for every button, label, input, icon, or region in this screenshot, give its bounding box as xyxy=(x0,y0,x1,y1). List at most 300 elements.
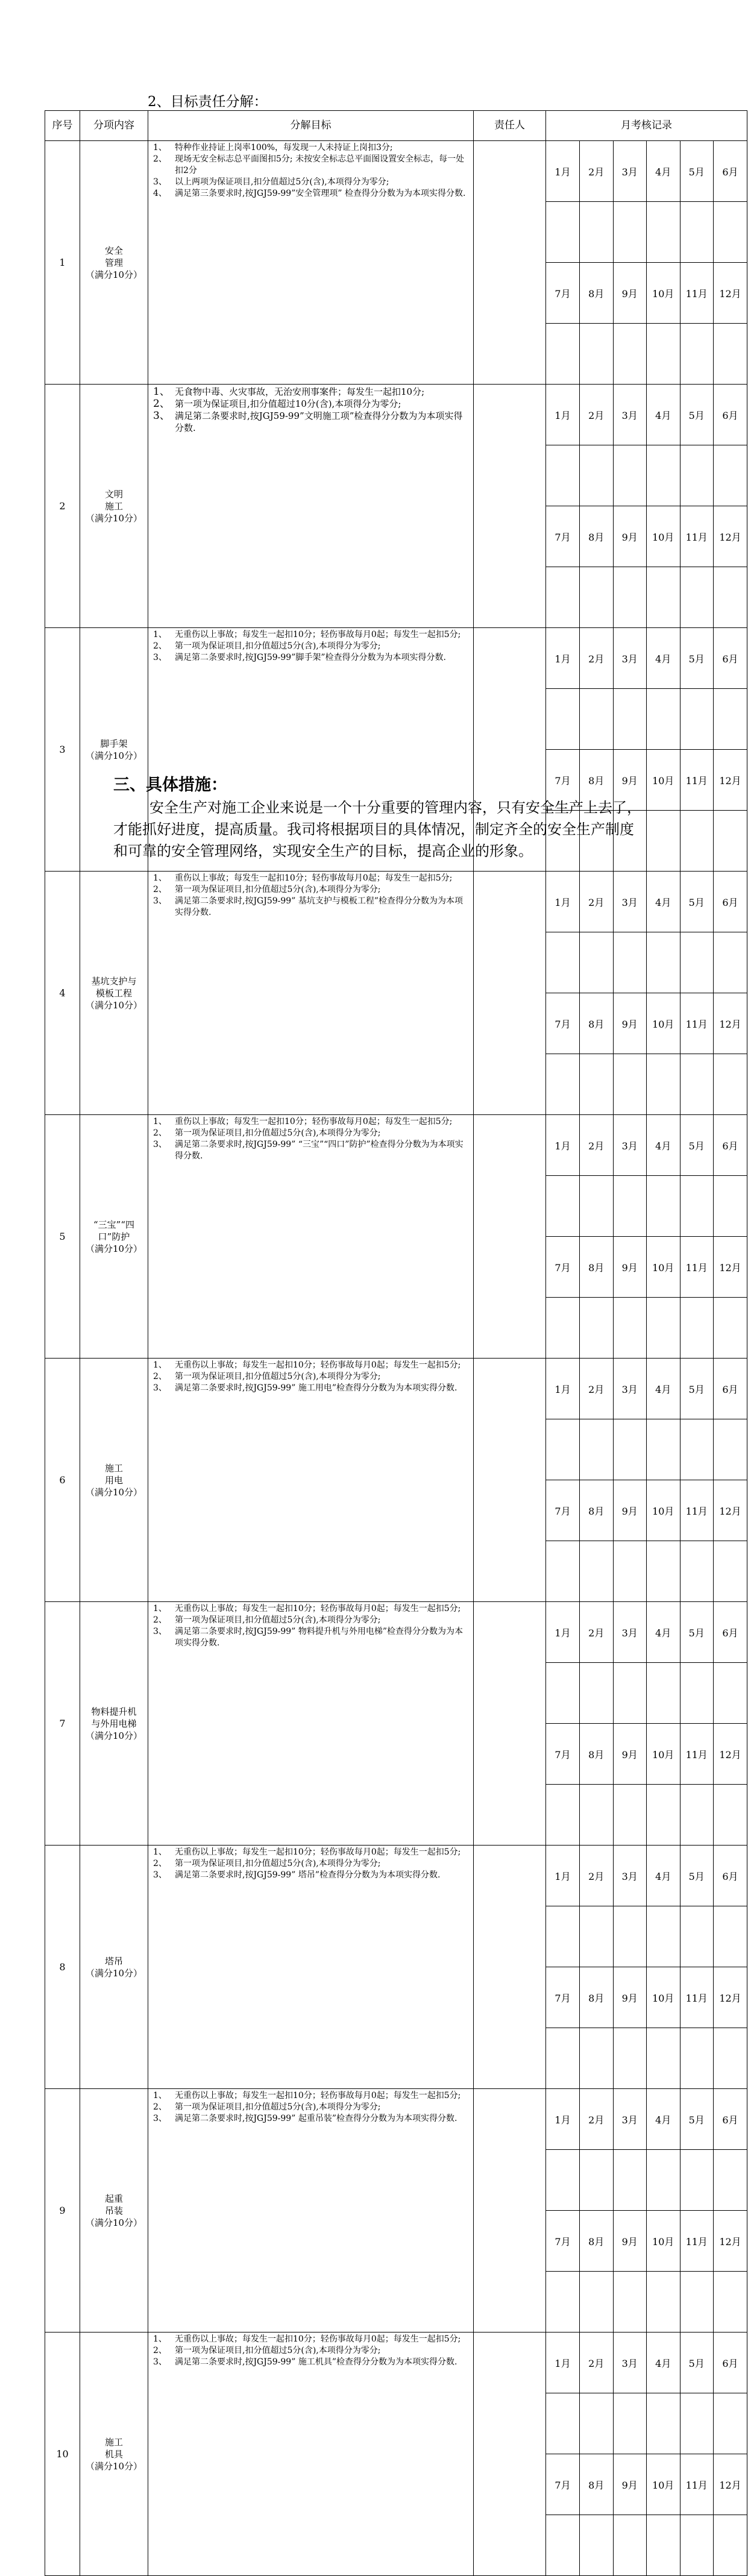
month-label-row xyxy=(546,2333,747,2393)
goal-text: 特种作业持证上岗率100%，每发现一人未持证上岗扣3分; xyxy=(175,143,393,152)
goal-number: 3、 xyxy=(153,1383,167,1393)
month-score-cell[interactable] xyxy=(546,1541,580,1602)
goal-item xyxy=(153,154,470,177)
goal-number: 1、 xyxy=(153,2334,167,2344)
month-score-cell[interactable] xyxy=(647,1298,680,1359)
month-score-cell[interactable] xyxy=(714,2150,747,2211)
goal-text: 以上两项为保证项目,扣分值超过5分(含),本项得分为零分; xyxy=(175,177,389,187)
month-score-cell[interactable] xyxy=(580,445,614,506)
category-line: 用电 xyxy=(104,1474,123,1486)
month-score-cell[interactable] xyxy=(714,1541,747,1602)
month-label-row xyxy=(546,263,747,324)
month-score-cell[interactable] xyxy=(714,1785,747,1846)
month-score-cell[interactable] xyxy=(546,1419,580,1480)
row-responsible-cell[interactable] xyxy=(474,2089,546,2333)
row-index: 3 xyxy=(45,628,80,872)
month-label: 4月 xyxy=(647,2089,680,2150)
month-score-cell[interactable] xyxy=(714,2515,747,2576)
month-score-row xyxy=(546,689,747,750)
month-label: 9月 xyxy=(613,1967,647,2028)
month-score-cell[interactable] xyxy=(647,2028,680,2089)
month-score-cell[interactable] xyxy=(580,2028,614,2089)
month-label: 12月 xyxy=(714,1237,747,1298)
row-goals xyxy=(148,1602,474,1846)
table-body xyxy=(45,141,747,2576)
table-header-row xyxy=(45,111,747,141)
row-index: 1 xyxy=(45,141,80,385)
month-score-cell[interactable] xyxy=(580,1176,614,1237)
month-label: 4月 xyxy=(647,385,680,445)
month-score-row xyxy=(546,445,747,506)
goal-number: 1、 xyxy=(153,386,170,398)
category-line: 脚手架 xyxy=(100,738,128,749)
category-line: （满分10分） xyxy=(85,512,143,524)
table-row xyxy=(45,872,747,1115)
category-line: （满分10分） xyxy=(85,1967,143,1979)
row-category xyxy=(80,2089,148,2333)
goal-item xyxy=(153,2345,470,2357)
month-score-cell[interactable] xyxy=(714,811,747,872)
category-line: （满分10分） xyxy=(85,2217,143,2228)
month-label: 12月 xyxy=(714,1480,747,1541)
month-score-cell[interactable] xyxy=(613,324,647,385)
month-score-row xyxy=(546,202,747,263)
month-score-cell[interactable] xyxy=(613,1298,647,1359)
goal-text: 满足第二条要求时,按JGJ59-99” 施工机具”检查得分分数为为本项实得分数. xyxy=(175,2357,457,2367)
month-label: 2月 xyxy=(580,1115,614,1176)
month-label: 1月 xyxy=(546,1359,580,1419)
category-line: 机具 xyxy=(104,2448,123,2460)
month-label-row xyxy=(546,1480,747,1541)
month-score-cell[interactable] xyxy=(647,1054,680,1115)
category-line: 安全 xyxy=(104,245,123,256)
header-record: 月考核记录 xyxy=(546,111,747,141)
month-score-cell[interactable] xyxy=(647,1906,680,1967)
category-line: 基坑支护与 xyxy=(91,975,137,987)
month-label: 7月 xyxy=(546,2211,580,2272)
month-score-cell[interactable] xyxy=(680,1054,714,1115)
month-score-cell[interactable] xyxy=(647,932,680,993)
month-score-cell[interactable] xyxy=(680,202,714,263)
month-label: 2月 xyxy=(580,1602,614,1663)
month-score-cell[interactable] xyxy=(546,2515,580,2576)
month-score-cell[interactable] xyxy=(680,1176,714,1237)
month-score-cell[interactable] xyxy=(647,2272,680,2333)
goal-text: 满足第二条要求时,按JGJ59-99” 物料提升机与外用电梯”检查得分分数为为本项实得分数. xyxy=(175,1627,463,1648)
month-grid xyxy=(546,2089,747,2332)
month-score-cell[interactable] xyxy=(680,445,714,506)
month-label: 1月 xyxy=(546,872,580,932)
month-score-cell[interactable] xyxy=(613,1663,647,1724)
row-goals xyxy=(148,872,474,1115)
month-label: 8月 xyxy=(580,1724,614,1785)
month-label: 1月 xyxy=(546,628,580,689)
month-score-cell[interactable] xyxy=(546,2393,580,2454)
month-grid xyxy=(546,1115,747,1358)
row-index: 7 xyxy=(45,1602,80,1846)
goal-item xyxy=(153,410,470,434)
goal-text: 第一项为保证项目,扣分值超过5分(含),本项得分为零分; xyxy=(175,885,381,894)
month-score-cell[interactable] xyxy=(714,445,747,506)
month-label-row xyxy=(546,141,747,202)
month-score-cell[interactable] xyxy=(613,1785,647,1846)
table-row xyxy=(45,1602,747,1846)
month-label: 12月 xyxy=(714,506,747,567)
table-row xyxy=(45,385,747,628)
month-score-cell[interactable] xyxy=(680,2515,714,2576)
goal-text: 第一项为保证项目,扣分值超过5分(含),本项得分为零分; xyxy=(175,2102,381,2112)
table-row xyxy=(45,2089,747,2333)
month-label-row xyxy=(546,1602,747,1663)
goal-item xyxy=(153,188,470,199)
month-score-cell[interactable] xyxy=(714,1906,747,1967)
month-score-cell[interactable] xyxy=(714,1176,747,1237)
month-score-cell[interactable] xyxy=(613,2028,647,2089)
month-score-cell[interactable] xyxy=(680,2028,714,2089)
goal-text: 第一项为保证项目,扣分值超过5分(含),本项得分为零分; xyxy=(175,1372,381,1381)
month-score-cell[interactable] xyxy=(613,2272,647,2333)
month-label: 9月 xyxy=(613,993,647,1054)
month-score-cell[interactable] xyxy=(680,1906,714,1967)
month-grid xyxy=(546,1602,747,1845)
month-score-cell[interactable] xyxy=(647,2393,680,2454)
month-score-cell[interactable] xyxy=(546,1298,580,1359)
row-responsible-cell[interactable] xyxy=(474,385,546,628)
month-score-cell[interactable] xyxy=(546,2028,580,2089)
row-responsible-cell[interactable] xyxy=(474,1359,546,1602)
month-score-cell[interactable] xyxy=(580,1785,614,1846)
month-score-cell[interactable] xyxy=(546,689,580,750)
goal-item xyxy=(153,629,470,641)
goal-number: 3、 xyxy=(153,653,167,662)
month-grid xyxy=(546,872,747,1114)
goal-text: 无重伤以上事故；每发生一起扣10分；轻伤事故每月0起；每发生一起扣5分; xyxy=(175,2091,461,2100)
month-score-cell[interactable] xyxy=(714,324,747,385)
header-category: 分项内容 xyxy=(80,111,148,141)
month-label: 8月 xyxy=(580,1967,614,2028)
goal-item xyxy=(153,1360,470,1371)
month-score-row xyxy=(546,2393,747,2454)
month-score-cell[interactable] xyxy=(714,689,747,750)
month-label-row xyxy=(546,1724,747,1785)
category-line: 吊装 xyxy=(104,2205,123,2216)
goal-item xyxy=(153,1128,470,1139)
month-score-cell[interactable] xyxy=(647,202,680,263)
goal-item xyxy=(153,1615,470,1626)
month-score-cell[interactable] xyxy=(580,324,614,385)
section-title: 2、目标责任分解： xyxy=(148,94,268,110)
month-label: 5月 xyxy=(680,1115,714,1176)
row-goals xyxy=(148,141,474,385)
month-score-cell[interactable] xyxy=(714,1298,747,1359)
category-line: （满分10分） xyxy=(85,1243,143,1254)
month-label: 4月 xyxy=(647,2333,680,2393)
table-row xyxy=(45,1115,747,1359)
month-label: 4月 xyxy=(647,628,680,689)
goal-number: 2、 xyxy=(153,1615,167,1625)
goal-item xyxy=(153,1603,470,1615)
month-score-cell[interactable] xyxy=(613,2515,647,2576)
month-label: 4月 xyxy=(647,872,680,932)
month-label: 11月 xyxy=(680,2454,714,2515)
goal-text: 无重伤以上事故；每发生一起扣10分；轻伤事故每月0起；每发生一起扣5分; xyxy=(175,2334,461,2344)
month-score-cell[interactable] xyxy=(647,811,680,872)
month-score-row xyxy=(546,1906,747,1967)
month-label: 6月 xyxy=(714,141,747,202)
goal-number: 2、 xyxy=(153,154,167,164)
row-category xyxy=(80,1359,148,1602)
month-score-cell[interactable] xyxy=(546,2150,580,2211)
row-category xyxy=(80,385,148,628)
goal-text: 重伤以上事故；每发生一起扣10分；轻伤事故每月0起；每发生一起扣5分; xyxy=(175,1117,453,1126)
month-label: 9月 xyxy=(613,1724,647,1785)
month-score-cell[interactable] xyxy=(647,1785,680,1846)
goal-item xyxy=(153,2090,470,2102)
month-score-cell[interactable] xyxy=(647,567,680,628)
month-score-cell[interactable] xyxy=(680,1419,714,1480)
month-label: 9月 xyxy=(613,506,647,567)
month-score-cell[interactable] xyxy=(613,2393,647,2454)
month-score-cell[interactable] xyxy=(613,202,647,263)
goal-item xyxy=(153,142,470,154)
month-score-cell[interactable] xyxy=(546,1906,580,1967)
row-responsible-cell[interactable] xyxy=(474,2333,546,2576)
month-label: 1月 xyxy=(546,2089,580,2150)
row-responsible-cell[interactable] xyxy=(474,1846,546,2089)
goal-text: 第一项为保证项目,扣分值超过5分(含),本项得分为零分; xyxy=(175,1615,381,1625)
month-label: 3月 xyxy=(613,628,647,689)
month-score-row xyxy=(546,1785,747,1846)
month-score-cell[interactable] xyxy=(613,445,647,506)
month-label: 3月 xyxy=(613,1846,647,1906)
month-score-cell[interactable] xyxy=(613,932,647,993)
month-score-cell[interactable] xyxy=(680,1663,714,1724)
goal-item xyxy=(153,1371,470,1383)
month-score-cell[interactable] xyxy=(613,1906,647,1967)
month-score-cell[interactable] xyxy=(714,1054,747,1115)
row-index: 10 xyxy=(45,2333,80,2576)
goal-text: 第一项为保证项目,扣分值超过5分(含),本项得分为零分; xyxy=(175,1859,381,1868)
month-label: 6月 xyxy=(714,1846,747,1906)
category-line: （满分10分） xyxy=(85,269,143,280)
month-score-cell[interactable] xyxy=(580,1541,614,1602)
goal-number: 2、 xyxy=(153,885,167,894)
month-score-cell[interactable] xyxy=(580,2150,614,2211)
month-score-cell[interactable] xyxy=(580,2393,614,2454)
month-label: 5月 xyxy=(680,385,714,445)
month-score-cell[interactable] xyxy=(546,2272,580,2333)
month-score-cell[interactable] xyxy=(647,445,680,506)
goal-item xyxy=(153,2357,470,2368)
month-label: 10月 xyxy=(647,1967,680,2028)
row-responsible-cell[interactable] xyxy=(474,141,546,385)
month-label: 3月 xyxy=(613,385,647,445)
goal-number: 1、 xyxy=(153,873,167,883)
month-grid xyxy=(546,1359,747,1601)
category-line: 口”防护 xyxy=(98,1231,130,1242)
month-label: 7月 xyxy=(546,993,580,1054)
goal-item xyxy=(153,1383,470,1394)
month-score-cell[interactable] xyxy=(647,1663,680,1724)
row-responsible-cell[interactable] xyxy=(474,1602,546,1846)
month-score-row xyxy=(546,1541,747,1602)
goal-text: 满足第二条要求时,按JGJ59-99” 基坑支护与模板工程”检查得分分数为为本项实得分数. xyxy=(175,896,463,917)
month-score-cell[interactable] xyxy=(546,202,580,263)
month-score-cell[interactable] xyxy=(647,689,680,750)
goal-text: 满足第二条要求时,按JGJ59-99” “三宝”“四口”防护”检查得分分数为为本项实得分数. xyxy=(175,1140,464,1161)
row-responsible-cell[interactable] xyxy=(474,872,546,1115)
month-label: 5月 xyxy=(680,1846,714,1906)
month-label: 10月 xyxy=(647,993,680,1054)
month-score-row xyxy=(546,567,747,628)
month-score-cell[interactable] xyxy=(714,1419,747,1480)
month-score-cell[interactable] xyxy=(546,567,580,628)
month-label: 7月 xyxy=(546,1480,580,1541)
month-score-cell[interactable] xyxy=(647,324,680,385)
month-label: 3月 xyxy=(613,141,647,202)
month-grid xyxy=(546,141,747,384)
month-label-row xyxy=(546,2454,747,2515)
month-score-row xyxy=(546,2272,747,2333)
month-score-cell[interactable] xyxy=(714,932,747,993)
row-category xyxy=(80,1846,148,2089)
month-score-cell[interactable] xyxy=(714,2028,747,2089)
month-score-cell[interactable] xyxy=(613,1419,647,1480)
month-label: 11月 xyxy=(680,750,714,811)
month-label: 9月 xyxy=(613,263,647,324)
row-responsible-cell[interactable] xyxy=(474,1115,546,1359)
month-score-cell[interactable] xyxy=(546,445,580,506)
goal-number: 1、 xyxy=(153,630,167,639)
month-score-cell[interactable] xyxy=(680,932,714,993)
month-score-cell[interactable] xyxy=(613,689,647,750)
month-score-cell[interactable] xyxy=(580,932,614,993)
goal-text: 第一项为保证项目,扣分值超过5分(含),本项得分为零分; xyxy=(175,2346,381,2355)
month-label: 9月 xyxy=(613,2454,647,2515)
month-label: 2月 xyxy=(580,2333,614,2393)
month-label: 12月 xyxy=(714,2211,747,2272)
month-score-cell[interactable] xyxy=(580,1419,614,1480)
month-score-row xyxy=(546,2150,747,2211)
month-label: 6月 xyxy=(714,2333,747,2393)
goal-item xyxy=(153,1626,470,1649)
goal-text: 无重伤以上事故；每发生一起扣10分；轻伤事故每月0起；每发生一起扣5分; xyxy=(175,630,461,639)
month-label: 10月 xyxy=(647,2211,680,2272)
goal-number: 4、 xyxy=(153,189,167,198)
month-score-cell[interactable] xyxy=(580,202,614,263)
month-score-cell[interactable] xyxy=(546,932,580,993)
month-score-cell[interactable] xyxy=(580,1663,614,1724)
month-score-cell[interactable] xyxy=(580,1054,614,1115)
month-score-cell[interactable] xyxy=(680,567,714,628)
goal-text: 第一项为保证项目,扣分值超过5分(含),本项得分为零分; xyxy=(175,641,381,651)
month-label-row xyxy=(546,1359,747,1419)
month-score-cell[interactable] xyxy=(714,1663,747,1724)
month-label: 10月 xyxy=(647,1724,680,1785)
month-score-cell[interactable] xyxy=(580,567,614,628)
month-score-row xyxy=(546,2028,747,2089)
month-score-cell[interactable] xyxy=(546,324,580,385)
month-label-row xyxy=(546,1115,747,1176)
month-label: 10月 xyxy=(647,1480,680,1541)
category-line: 施工 xyxy=(104,2436,123,2448)
month-label-row xyxy=(546,993,747,1054)
month-score-cell[interactable] xyxy=(613,567,647,628)
month-score-cell[interactable] xyxy=(680,1785,714,1846)
month-label: 6月 xyxy=(714,1115,747,1176)
month-score-cell[interactable] xyxy=(546,1785,580,1846)
goal-item xyxy=(153,1116,470,1128)
month-label: 11月 xyxy=(680,1967,714,2028)
month-score-cell[interactable] xyxy=(714,2272,747,2333)
month-score-cell[interactable] xyxy=(613,1176,647,1237)
month-score-cell[interactable] xyxy=(546,1176,580,1237)
table-row xyxy=(45,2333,747,2576)
month-score-cell[interactable] xyxy=(647,2150,680,2211)
month-score-cell[interactable] xyxy=(680,2393,714,2454)
month-score-cell[interactable] xyxy=(580,2515,614,2576)
month-label: 5月 xyxy=(680,141,714,202)
month-label: 9月 xyxy=(613,1237,647,1298)
month-score-cell[interactable] xyxy=(680,1541,714,1602)
month-score-row xyxy=(546,1298,747,1359)
month-score-cell[interactable] xyxy=(647,1419,680,1480)
month-score-cell[interactable] xyxy=(680,2150,714,2211)
month-label: 7月 xyxy=(546,750,580,811)
month-label-row xyxy=(546,385,747,445)
month-score-cell[interactable] xyxy=(546,1663,580,1724)
goal-item xyxy=(153,641,470,652)
month-score-cell[interactable] xyxy=(647,2515,680,2576)
category-line: 管理 xyxy=(104,257,123,268)
row-monthly-record xyxy=(546,1359,747,1602)
goal-item xyxy=(153,884,470,896)
month-label: 11月 xyxy=(680,1724,714,1785)
measures-paragraph xyxy=(113,797,644,862)
month-score-cell[interactable] xyxy=(680,689,714,750)
row-index: 4 xyxy=(45,872,80,1115)
month-label: 3月 xyxy=(613,1359,647,1419)
month-score-cell[interactable] xyxy=(714,567,747,628)
month-score-cell[interactable] xyxy=(580,2272,614,2333)
goal-item xyxy=(153,2113,470,2125)
month-score-row xyxy=(546,1419,747,1480)
month-score-cell[interactable] xyxy=(613,1541,647,1602)
month-score-cell[interactable] xyxy=(580,1298,614,1359)
month-grid xyxy=(546,2333,747,2575)
goal-number: 2、 xyxy=(153,1859,167,1868)
goal-text: 满足第二条要求时,按JGJ59-99” 起重吊装”检查得分分数为为本项实得分数. xyxy=(175,2114,457,2123)
month-score-cell[interactable] xyxy=(613,1054,647,1115)
row-monthly-record xyxy=(546,385,747,628)
month-score-cell[interactable] xyxy=(714,2393,747,2454)
month-score-cell[interactable] xyxy=(680,811,714,872)
month-score-cell[interactable] xyxy=(613,2150,647,2211)
month-score-cell[interactable] xyxy=(647,1541,680,1602)
month-score-cell[interactable] xyxy=(647,1176,680,1237)
month-score-cell[interactable] xyxy=(680,1298,714,1359)
month-label: 5月 xyxy=(680,872,714,932)
month-label: 6月 xyxy=(714,1602,747,1663)
month-score-cell[interactable] xyxy=(580,689,614,750)
month-score-cell[interactable] xyxy=(714,202,747,263)
month-score-cell[interactable] xyxy=(680,2272,714,2333)
month-label: 3月 xyxy=(613,2333,647,2393)
month-score-cell[interactable] xyxy=(580,1906,614,1967)
month-score-cell[interactable] xyxy=(546,1054,580,1115)
month-score-cell[interactable] xyxy=(680,324,714,385)
month-score-row xyxy=(546,324,747,385)
